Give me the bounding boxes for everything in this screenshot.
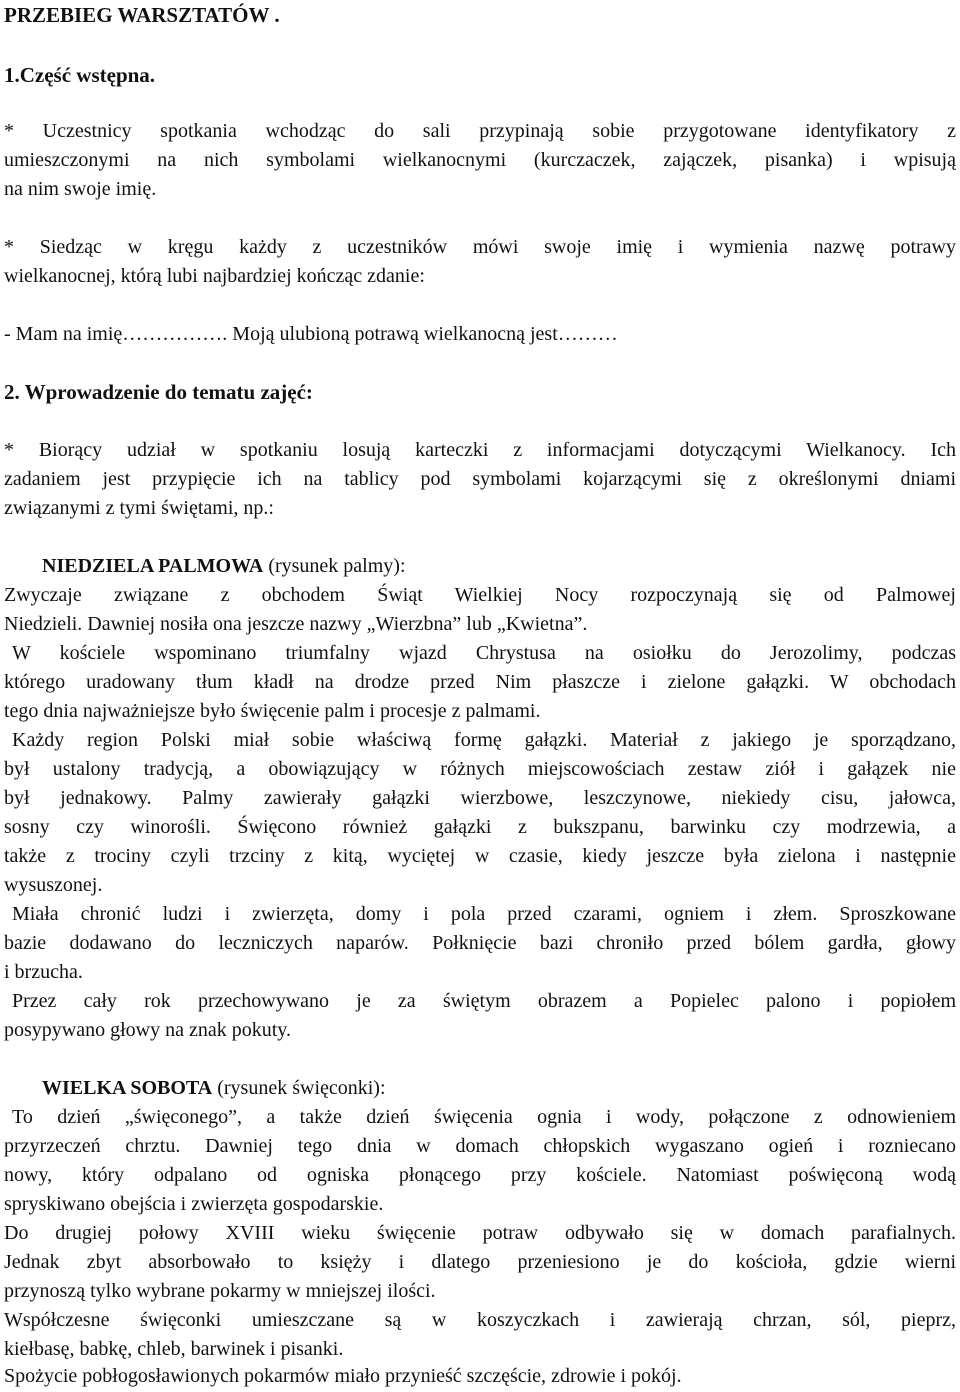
paragraph-line: był ustalony tradycją, a obowiązujący w różnych miejscowościach zestaw ziół i gałązek nie: [4, 758, 956, 780]
document-title: PRZEBIEG WARSZTATÓW .: [4, 3, 280, 27]
paragraph-line: * Uczestnicy spotkania wchodząc do sali przypinają sobie przygotowane identyfikatory z: [4, 120, 956, 142]
section-heading-intro: 1.Część wstępna.: [4, 63, 156, 87]
paragraph-line: Każdy region Polski miał sobie właściwą formę gałązki. Materiał z jakiego je sporządzano,: [12, 729, 956, 751]
paragraph-line: Przez cały rok przechowywano je za świętym obrazem a Popielec palono i popiołem: [12, 990, 956, 1012]
paragraph-line: także z trociny czyli trzciny z kitą, wyciętej w czasie, kiedy jeszcze była zielona i następnie: [4, 845, 956, 867]
paragraph-line: Współczesne święconki umieszczane są w koszyczkach i zawierają chrzan, sól, pieprz,: [4, 1309, 956, 1331]
holy-saturday-title-suffix: (rysunek święconki):: [212, 1077, 386, 1099]
paragraph-line: związanymi z tymi świętami, np.:: [4, 497, 274, 519]
paragraph-line: Niedzieli. Dawniej nosiła ona jeszcze nazwy „Wierzbna” lub „Kwietna”.: [4, 613, 588, 635]
paragraph-line: przynoszą tylko wybrane pokarmy w mniejszej ilości.: [4, 1280, 436, 1302]
palm-sunday-title-suffix: (rysunek palmy):: [263, 555, 406, 577]
paragraph-line: wysuszonej.: [4, 874, 103, 896]
paragraph-line: Zwyczaje związane z obchodem Świąt Wielkiej Nocy rozpoczynają się od Palmowej: [4, 584, 956, 606]
holy-saturday-heading: [42, 1074, 956, 1103]
paragraph-line: Spożycie pobłogosławionych pokarmów miało przynieść szczęście, zdrowie i pokój.: [4, 1365, 682, 1387]
paragraph-line: umieszczonymi na nich symbolami wielkanocnymi (kurczaczek, zajączek, pisanka) i wpisują: [4, 149, 956, 171]
paragraph-line: bazie dodawano do leczniczych naparów. Połknięcie bazi chroniło przed bólem gardła, głowy: [4, 932, 956, 954]
paragraph-line: nowy, który odpalano od ogniska płonącego przy kościele. Natomiast poświęconą wodą: [4, 1164, 956, 1186]
palm-sunday-heading: [42, 552, 956, 581]
paragraph-line: spryskiwano obejścia i zwierzęta gospodarskie.: [4, 1193, 384, 1215]
paragraph-line: wielkanocnej, którą lubi najbardziej kończąc zdanie:: [4, 265, 425, 287]
section-heading-introduction: 2. Wprowadzenie do tematu zajęć:: [4, 380, 313, 404]
paragraph-line: na nim swoje imię.: [4, 178, 157, 200]
paragraph-line: Do drugiej połowy XVIII wieku święcenie potraw odbywało się w domach parafialnych.: [4, 1222, 956, 1244]
paragraph-line: sosny czy winorośli. Święcono również gałązki z bukszpanu, barwinku czy modrzewia, a: [4, 816, 956, 838]
fill-in-sentence: - Mam na imię……………. Moją ulubioną potrawą wielkanocną jest………: [4, 323, 618, 345]
paragraph-line: * Biorący udział w spotkaniu losują karteczki z informacjami dotyczącymi Wielkanocy. Ich: [4, 439, 956, 461]
paragraph-line: zadaniem jest przypięcie ich na tablicy pod symbolami kojarzącymi się z określonymi dniami: [4, 468, 956, 490]
paragraph-line: był jednakowy. Palmy zawierały gałązki wierzbowe, leszczynowe, niekiedy cisu, jałowca,: [4, 787, 956, 809]
paragraph-line: Miała chronić ludzi i zwierzęta, domy i pola przed czarami, ogniem i złem. Sproszkowane: [12, 903, 956, 925]
holy-saturday-title: WIELKA SOBOTA: [42, 1077, 213, 1099]
paragraph-line: kiełbasę, babkę, chleb, barwinek i pisanki.: [4, 1338, 344, 1360]
paragraph-line: Jednak zbyt absorbowało to księży i dlatego przeniesiono je do kościoła, gdzie wierni: [4, 1251, 956, 1273]
paragraph-line: * Siedząc w kręgu każdy z uczestników mówi swoje imię i wymienia nazwę potrawy: [4, 236, 956, 258]
palm-sunday-title: NIEDZIELA PALMOWA: [42, 555, 264, 577]
paragraph-line: posypywano głowy na znak pokuty.: [4, 1019, 291, 1041]
paragraph-line: którego uradowany tłum kładł na drodze przed Nim płaszcze i zielone gałązki. W obchodach: [4, 671, 956, 693]
paragraph-line: tego dnia najważniejsze było święcenie palm i procesje z palmami.: [4, 700, 541, 722]
paragraph-line: przyrzeczeń chrztu. Dawniej tego dnia w domach chłopskich wygaszano ogień i rozniecano: [4, 1135, 956, 1157]
paragraph-line: i brzucha.: [4, 961, 83, 983]
paragraph-line: W kościele wspominano triumfalny wjazd Chrystusa na osiołku do Jerozolimy, podczas: [12, 642, 956, 664]
paragraph-line: To dzień „święconego”, a także dzień święcenia ognia i wody, połączone z odnowieniem: [12, 1106, 956, 1128]
